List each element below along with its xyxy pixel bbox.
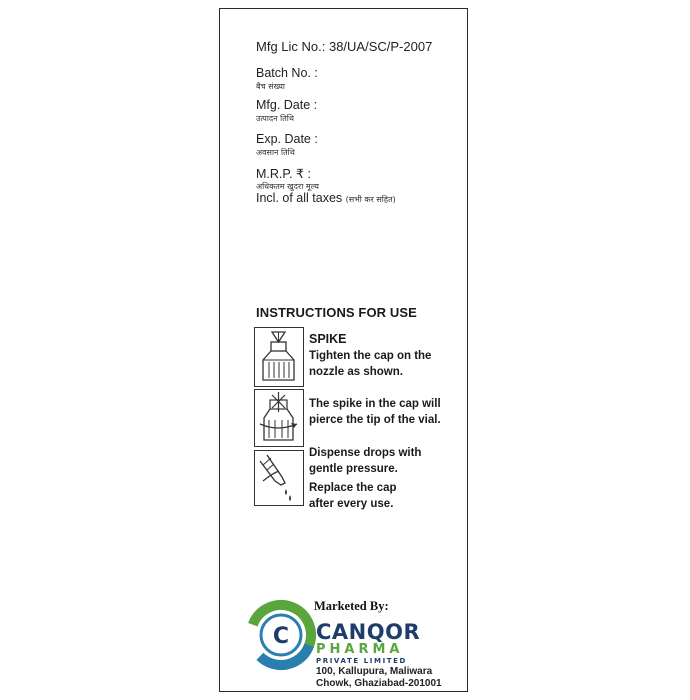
dispense-drops-icon [254,450,304,506]
logo-letter: C [272,624,290,649]
mrp-hindi: अधिकतम खुदरा मूल्य [256,182,319,191]
taxes-hindi: (सभी कर सहित) [345,195,396,204]
brand-name: CANQOR [316,620,421,644]
taxes-note [256,191,396,205]
spike-pierce-icon [254,389,304,447]
product-label-card [219,8,468,692]
address-line-2: Chowk, Ghaziabad-201001 [316,678,442,689]
address-line-1: 100, Kallupura, Maliwara [316,666,433,677]
mfg-license-number: Mfg Lic No.: 38/UA/SC/P-2007 [256,39,433,54]
mfg-date-hindi: उत्पादन तिथि [256,114,294,123]
company-type: PRIVATE LIMITED [316,657,407,665]
spike-title: SPIKE [309,332,347,346]
batch-number-label: Batch No. : [256,66,318,80]
canqor-logo [245,599,317,671]
mfg-date-label: Mfg. Date : [256,98,318,112]
exp-date-label: Exp. Date : [256,132,318,146]
marketed-by-label: Marketed By: [314,599,389,613]
instruction-step-2: The spike in the cap will pierce the tip of the vial. [309,398,441,426]
instruction-step-4: Replace the cap after every use. [309,482,397,510]
vial-cap-icon [254,327,304,387]
instruction-step-1: Tighten the cap on the nozzle as shown. [309,350,432,378]
instruction-step-3: Dispense drops with gentle pressure. [309,447,422,475]
batch-number-hindi: बैच संख्या [256,82,285,91]
mrp-label: M.R.P. ₹ : [256,167,311,181]
brand-sub: PHARMA [316,642,404,657]
taxes-label: Incl. of all taxes [256,191,343,205]
instructions-heading: INSTRUCTIONS FOR USE [256,305,417,320]
exp-date-hindi: अवसान तिथि [256,148,295,157]
